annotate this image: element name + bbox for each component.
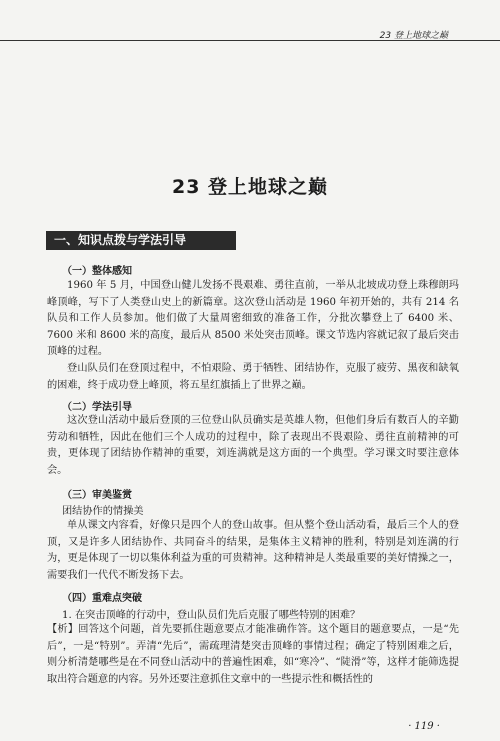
aesthetic-subtitle: 团结协作的情操美 — [62, 506, 144, 517]
paragraph-aesthetic: 单从课文内容看，好像只是四个人的登山故事。但从整个登山活动看，最后三个人的登顶，又是许多人团结协作、共同奋斗的结果，是集体主义精神的胜利，特别是刘连满的行为，更是体现了一切以集体利益为重的可贵精神。这种精神是人类最重要的美好情操之一，需要我们一代代不断发扬下去。 — [47, 520, 459, 581]
subsection-heading-method: （二）学法引导 — [62, 402, 132, 413]
subsection-heading-aesthetic: （三）审美鉴赏 — [62, 490, 132, 501]
paragraph-method: 这次登山活动中最后登顶的三位登山队员确实是英雄人物，但他们身后有数百人的辛勤劳动和牺牲，因此在他们三个人成功的过程中，除了表现出不畏艰险、勇往直前精神的可贵，更体现了团结协作精神的重要，刘连满就是这方面的一个典型。学习课文时要注意体会。 — [47, 415, 459, 476]
analysis-paragraph: 【析】回答这个问题，首先要抓住题意要点才能准确作答。这个题目的题意要点，一是“先后”，一是“特别”。弄清“先后”，需疏理清楚突击顶峰的事情过程；确定了特别困难之后，则分析清楚哪些是在不同登山活动中的普遍性困难，如“寒冷”、“陡滑”等，这样才能筛选提取出符合题意的内容。另外还要注意抓住文章中的一些提示性和概括性的 — [47, 624, 459, 685]
section-banner: 一、知识点拨与学法引导 — [46, 231, 236, 250]
running-header: 23 登上地球之巅 — [379, 31, 448, 41]
subsection-heading-overview: （一）整体感知 — [62, 266, 132, 277]
subsection-heading-key-points: （四）重难点突破 — [62, 593, 142, 604]
question-1: 1. 在突击顶峰的行动中，登山队员们先后克服了哪些特别的困难？ — [62, 610, 361, 621]
page-number: · 119 · — [408, 721, 440, 732]
chapter-title: 23 登上地球之巅 — [171, 176, 329, 198]
paragraph-overview-1: 1960 年 5 月，中国登山健儿发扬不畏艰难、勇往直前，一举从北坡成功登上珠穆朗玛峰顶峰，写下了人类登山史上的新篇章。这次登山活动是 1960 年初开始的，共有 214 名队员和工作人员参加。他们做了大量周密细致的准备工作，分批次攀登上了 6400 米、7600 米和 8600 米的高度，最后从 8500 米处突击顶峰。课文节选内容就记叙了最后突击顶峰的过程。 — [47, 280, 459, 357]
paragraph-overview-2: 登山队员们在登顶过程中，不怕艰险、勇于牺牲、团结协作，克服了疲劳、黑夜和缺氧的困难，终于成功登上峰顶，将五星红旗插上了世界之巅。 — [47, 363, 459, 391]
